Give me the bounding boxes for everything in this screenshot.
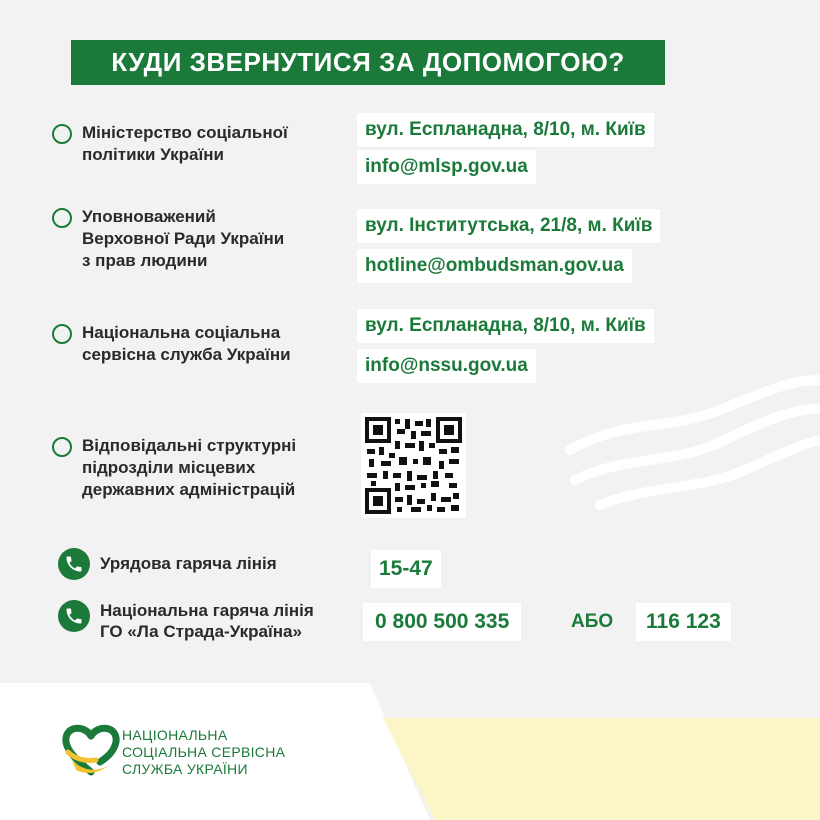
- qr-code[interactable]: [361, 413, 466, 518]
- page-title: КУДИ ЗВЕРНУТИСЯ ЗА ДОПОМОГОЮ?: [71, 40, 665, 85]
- nssu-logo-text: НАЦІОНАЛЬНА СОЦІАЛЬНА СЕРВІСНА СЛУЖБА УКРАЇНИ: [122, 727, 286, 777]
- org-name: Національна соціальна сервісна служба України: [82, 323, 291, 364]
- email-ombudsman[interactable]: hotline@ombudsman.gov.ua: [357, 249, 632, 283]
- org-name: Уповноважений Верховної Ради України з прав людини: [82, 207, 285, 270]
- org-item-ombudsman: [52, 206, 284, 272]
- phone-icon: [58, 548, 90, 580]
- org-name: Міністерство соціальної політики України: [82, 123, 288, 164]
- circle-bullet-icon: [52, 324, 72, 344]
- org-item-nssu: [52, 322, 291, 366]
- circle-bullet-icon: [52, 124, 72, 144]
- circle-bullet-icon: [52, 208, 72, 228]
- hotline-label-lastrada: Національна гаряча лінія ГО «Ла Страда-Україна»: [100, 601, 314, 641]
- hotline-alt-number-lastrada[interactable]: 116 123: [636, 603, 731, 641]
- email-nssu[interactable]: info@nssu.gov.ua: [357, 349, 536, 383]
- hotline-number-government[interactable]: 15-47: [371, 550, 441, 588]
- or-label: АБО: [571, 611, 614, 632]
- phone-icon: [58, 600, 90, 632]
- email-ministry[interactable]: info@mlsp.gov.ua: [357, 150, 536, 184]
- org-item-local-admin: [52, 435, 296, 501]
- address-ministry: вул. Еспланадна, 8/10, м. Київ: [357, 113, 654, 147]
- org-name: Відповідальні структурні підрозділи місцевих державних адміністрацій: [82, 436, 297, 499]
- qr-code-icon: [361, 413, 466, 518]
- hotline-number-lastrada[interactable]: 0 800 500 335: [363, 603, 521, 641]
- address-nssu: вул. Еспланадна, 8/10, м. Київ: [357, 309, 654, 343]
- circle-bullet-icon: [52, 437, 72, 457]
- hotline-label-government: Урядова гаряча лінія: [100, 554, 277, 573]
- address-ombudsman: вул. Інститутська, 21/8, м. Київ: [357, 209, 660, 243]
- nssu-logo-icon: [62, 722, 120, 778]
- decorative-waves-icon: [560, 370, 820, 530]
- org-item-ministry: [52, 122, 288, 166]
